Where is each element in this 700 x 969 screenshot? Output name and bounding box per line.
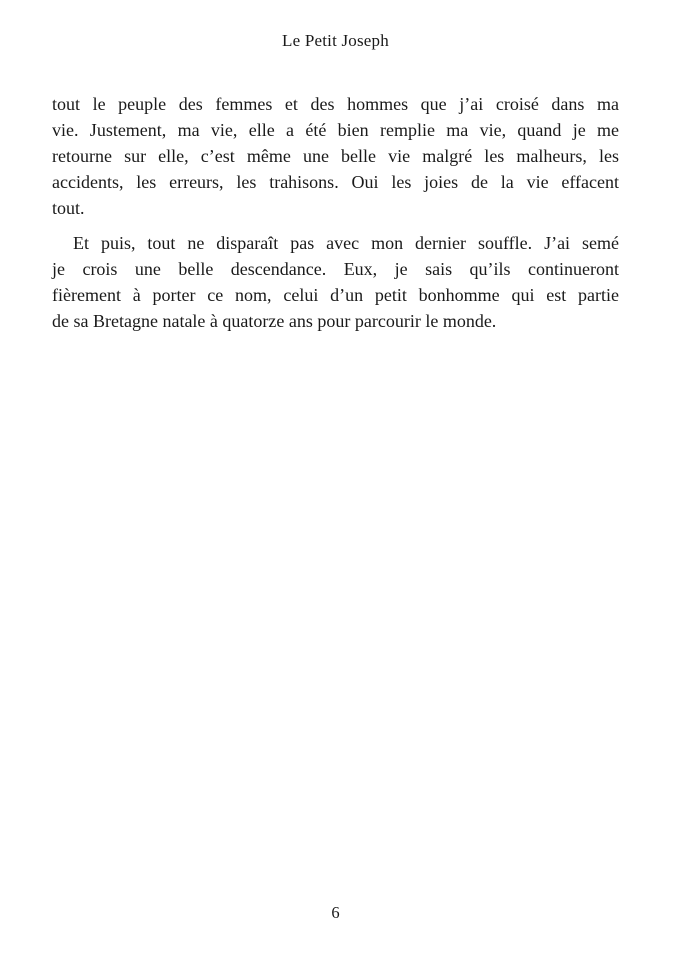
text-line: Et puis, tout ne disparaît pas avec mon dernier souffle. J’ai semé <box>73 233 619 253</box>
text-line: tout. <box>52 198 85 218</box>
text-line: de sa Bretagne natale à quatorze ans pour parcourir le monde. <box>52 311 497 331</box>
text-line: fièrement à porter ce nom, celui d’un petit bonhomme qui est partie <box>52 285 619 305</box>
running-head: Le Petit Joseph <box>282 31 389 50</box>
text-line: tout le peuple des femmes et des hommes que j’ai croisé dans ma <box>52 94 619 114</box>
paragraph <box>52 230 619 334</box>
text-line: vie. Justement, ma vie, elle a été bien remplie ma vie, quand je me <box>52 120 619 140</box>
text-line: je crois une belle descendance. Eux, je sais qu’ils continueront <box>52 259 619 279</box>
page-number: 6 <box>331 903 340 922</box>
paragraph <box>52 91 619 221</box>
text-line: retourne sur elle, c’est même une belle vie malgré les malheurs, les <box>52 146 619 166</box>
body-text <box>52 91 619 334</box>
text-line: accidents, les erreurs, les trahisons. Oui les joies de la vie effacent <box>52 172 619 192</box>
